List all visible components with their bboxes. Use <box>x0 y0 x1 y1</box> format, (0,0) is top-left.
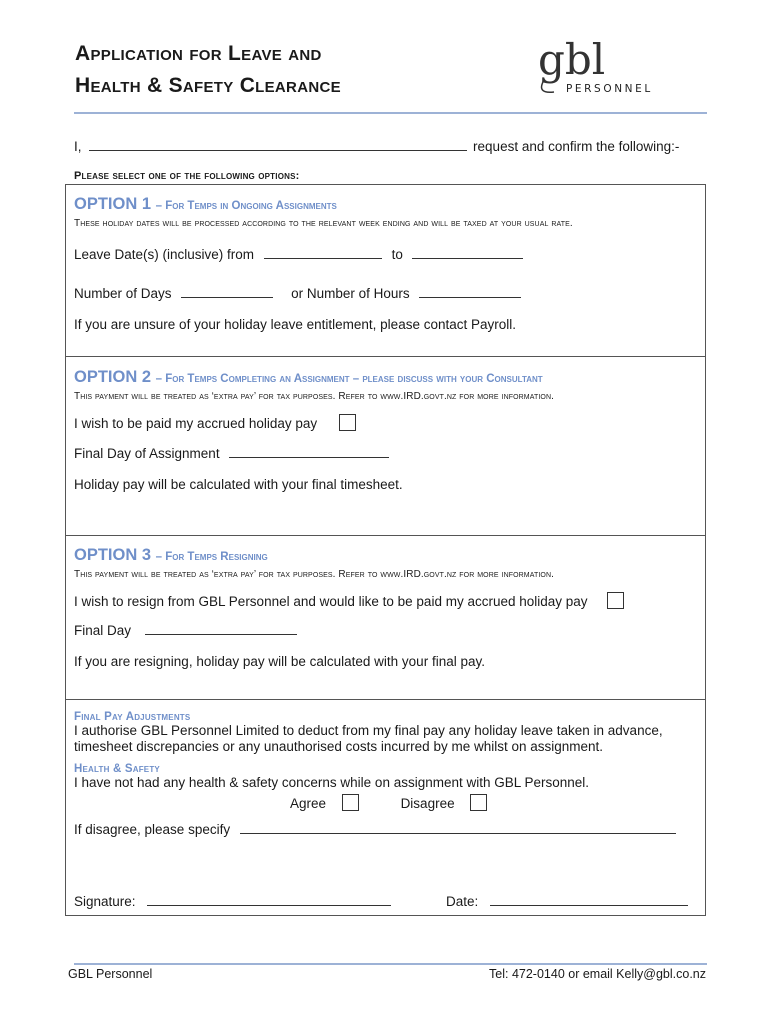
adjustments-section <box>66 700 705 850</box>
final-day-assignment-field[interactable] <box>229 445 389 458</box>
agree-checkbox[interactable] <box>342 794 359 811</box>
agree-row: Agree Disagree <box>74 796 705 812</box>
option2-section <box>66 357 705 536</box>
resign-checkbox[interactable] <box>607 592 624 609</box>
leave-dates-row: Leave Date(s) (inclusive) from to <box>74 246 705 263</box>
date-field[interactable] <box>490 893 688 906</box>
option3-section <box>66 536 705 700</box>
form-box <box>65 184 706 916</box>
option3-heading: OPTION 3 – For Temps Resigning <box>74 546 268 564</box>
payroll-note: If you are unsure of your holiday leave entitlement, please contact Payroll. <box>74 317 516 332</box>
final-pay-adjustments-heading: Final Pay Adjustments <box>74 711 191 723</box>
resign-row: I wish to resign from GBL Personnel and would like to be paid my accrued holiday pay <box>74 594 705 610</box>
leave-to-field[interactable] <box>412 246 523 259</box>
specify-field[interactable] <box>240 821 676 834</box>
header-divider <box>74 112 707 114</box>
accrued-pay-checkbox[interactable] <box>339 414 356 431</box>
signature-field[interactable] <box>147 893 391 906</box>
gbl-logo <box>524 36 674 98</box>
footer-divider <box>74 963 707 965</box>
days-hours-row: Number of Days or Number of Hours <box>74 285 705 302</box>
title-line-1: Application for Leave and <box>75 42 322 65</box>
option1-section <box>66 185 705 357</box>
disagree-checkbox[interactable] <box>470 794 487 811</box>
footer-company: GBL Personnel <box>68 967 153 981</box>
intro-line <box>74 138 679 154</box>
logo-wordmark: gbl <box>538 36 606 84</box>
leave-from-field[interactable] <box>264 246 382 259</box>
final-day-row: Final Day <box>74 622 705 639</box>
health-safety-heading: Health & Safety <box>74 763 160 775</box>
option1-note: These holiday dates will be processed according to the relevant week ending and will be taxed at your usual rate. <box>74 218 573 229</box>
title-line-2: Health & Safety Clearance <box>75 74 341 97</box>
signature-row: Signature: <box>74 893 391 910</box>
option3-note: This payment will be treated as ‘extra pay’ for tax purposes. Refer to www.IRD.govt.nz for more information. <box>74 569 554 580</box>
final-day-assignment-row: Final Day of Assignment <box>74 445 705 462</box>
adjustments-text: I authorise GBL Personnel Limited to deduct from my final pay any holiday leave taken in advance, timesheet discrepancies or any unauthorised costs incurred by me whilst on assignment. <box>74 723 663 754</box>
option3-calc-note: If you are resigning, holiday pay will be calculated with your final pay. <box>74 654 485 669</box>
health-safety-text: I have not had any health & safety concerns while on assignment with GBL Personnel. <box>74 775 590 790</box>
logo-subtext: PERSONNEL <box>566 83 653 95</box>
intro-prefix: I, <box>74 139 82 154</box>
option2-heading: OPTION 2 – For Temps Completing an Assignment – please discuss with your Consultant <box>74 368 543 386</box>
footer-contact: Tel: 472-0140 or email Kelly@gbl.co.nz <box>489 967 706 981</box>
select-options-heading: Please select one of the following options: <box>74 170 300 182</box>
name-field[interactable] <box>89 138 467 151</box>
intro-suffix: request and confirm the following:- <box>473 139 680 154</box>
page-title <box>75 38 341 102</box>
signature-box <box>65 853 706 916</box>
option2-note: This payment will be treated as ‘extra pay’ for tax purposes. Refer to www.IRD.govt.nz for more information. <box>74 391 554 402</box>
specify-row: If disagree, please specify <box>74 821 705 838</box>
accrued-pay-row: I wish to be paid my accrued holiday pay <box>74 416 705 432</box>
number-of-days-field[interactable] <box>181 285 273 298</box>
final-day-field[interactable] <box>145 622 297 635</box>
option1-heading: OPTION 1 – For Temps in Ongoing Assignments <box>74 195 337 213</box>
option2-calc-note: Holiday pay will be calculated with your final timesheet. <box>74 477 403 492</box>
date-row: Date: <box>446 893 688 910</box>
number-of-hours-field[interactable] <box>419 285 521 298</box>
